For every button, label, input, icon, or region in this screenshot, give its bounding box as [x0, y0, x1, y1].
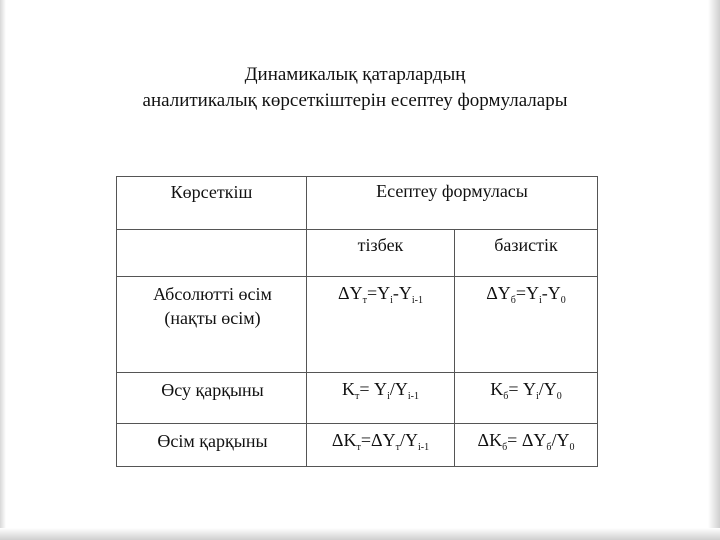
- base-formula-cell: [455, 373, 598, 424]
- formula-subscript: i: [390, 295, 393, 306]
- formula-subscript: т: [395, 442, 400, 453]
- subheader-base: базистік: [494, 235, 558, 255]
- chain-formula-cell: [307, 277, 455, 373]
- slide-shadow-bottom: [0, 528, 720, 540]
- formula-part: ΔK: [331, 430, 357, 450]
- slide-title: [60, 62, 650, 114]
- slide-shadow-left: [0, 0, 6, 540]
- formula-part: = Y: [508, 379, 536, 399]
- formula-subscript: i: [387, 391, 390, 402]
- chain-formula: [307, 277, 454, 304]
- header-formula: Есептеу формуласы: [376, 181, 528, 201]
- table-header-row: [117, 177, 598, 230]
- table-subheader-row: [117, 230, 598, 277]
- base-formula: [455, 373, 597, 400]
- base-formula: [455, 277, 597, 304]
- chain-formula-cell: [307, 424, 455, 467]
- formula-subscript: б: [502, 442, 508, 453]
- table-row: [117, 373, 598, 424]
- row-name-line-1: Өсу қарқыны: [161, 380, 264, 400]
- title-line-2: аналитикалық көрсеткіштерін есептеу формулалары: [142, 90, 568, 111]
- row-name-line-2: (нақты өсім): [164, 308, 261, 328]
- formula-subscript: 0: [569, 442, 575, 453]
- subheader-empty-cell: [117, 230, 307, 277]
- formula-part: K: [342, 379, 356, 399]
- formula-part: ΔY: [338, 283, 363, 303]
- header-formula-cell: [307, 177, 598, 230]
- header-indicator-cell: [117, 177, 307, 230]
- formula-part: /Y: [538, 379, 557, 399]
- subheader-chain: тізбек: [357, 235, 404, 255]
- table-row: [117, 424, 598, 467]
- formula-subscript: i-1: [417, 442, 430, 453]
- row-name: [117, 424, 306, 453]
- formulas-table: [116, 176, 598, 467]
- chain-formula-cell: [307, 373, 455, 424]
- row-name: [117, 277, 306, 330]
- chain-formula: [307, 424, 454, 451]
- formula-part: = ΔY: [507, 430, 547, 450]
- formula-subscript: i: [535, 391, 539, 402]
- table-row: [117, 277, 598, 373]
- formula-subscript: т: [362, 295, 367, 306]
- formula-subscript: i-1: [407, 391, 419, 402]
- formula-subscript: 0: [560, 295, 566, 306]
- formula-subscript: т: [356, 442, 361, 453]
- row-name-cell: [117, 277, 307, 373]
- base-formula: [455, 424, 597, 451]
- formula-part: /Y: [399, 430, 418, 450]
- formula-subscript: т: [355, 391, 360, 402]
- formula-subscript: б: [510, 295, 516, 306]
- base-formula-cell: [455, 277, 598, 373]
- formula-part: -Y: [392, 283, 412, 303]
- formula-subscript: i: [539, 295, 542, 306]
- formula-subscript: 0: [556, 391, 562, 402]
- formula-subscript: б: [546, 442, 552, 453]
- subheader-base-cell: [455, 230, 598, 277]
- base-formula-cell: [455, 424, 598, 467]
- formula-subscript: б: [503, 391, 509, 402]
- formula-part: =Y: [366, 283, 391, 303]
- row-name: [117, 373, 306, 402]
- slide-shadow-right: [708, 0, 720, 540]
- header-indicator: Көрсеткіш: [170, 182, 253, 202]
- title-line-1: Динамикалық қатарлардың: [244, 64, 466, 85]
- formula-part: /Y: [551, 430, 570, 450]
- formula-part: =ΔY: [360, 430, 396, 450]
- formula-part: ΔK: [477, 430, 503, 450]
- chain-formula: [307, 373, 454, 400]
- formula-part: -Y: [541, 283, 561, 303]
- row-name-line-1: Өсім қарқыны: [157, 431, 268, 451]
- row-name-cell: [117, 424, 307, 467]
- row-name-cell: [117, 373, 307, 424]
- formula-part: ΔY: [486, 283, 511, 303]
- formula-part: = Y: [359, 379, 388, 399]
- formula-subscript: i-1: [411, 295, 423, 306]
- row-name-line-1: Абсолютті өсім: [153, 284, 272, 304]
- subheader-chain-cell: [307, 230, 455, 277]
- formula-part: /Y: [389, 379, 408, 399]
- formula-part: K: [490, 379, 504, 399]
- formula-part: =Y: [515, 283, 540, 303]
